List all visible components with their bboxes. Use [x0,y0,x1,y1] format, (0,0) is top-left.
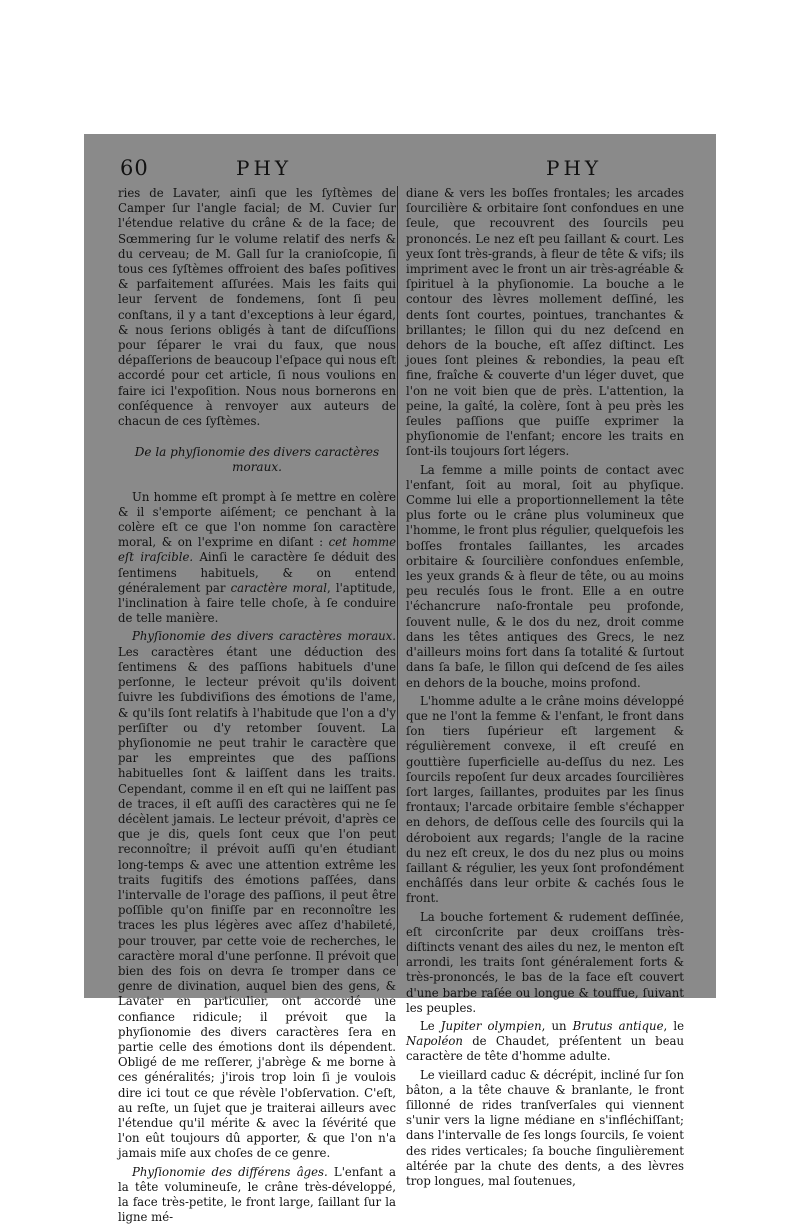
paragraph: ries de Lavater, ainſi que les ſyſtèmes de Camper ſur l'angle facial; de M. Cuvier ſur l'étendue relative du crâne & de la face; de Sœmmering ſur le volume relatif des nerfs & du cerveau; de M. Gall ſur la cranioſcopie, ſi tous ces ſyſtèmes offroient des baſes poſitives & parfaitement aſſurées. Mais les faits qui leur ſervent de fondemens, ſont ſi peu conſtans, il y a tant d'exceptions à leur égard, & nous ſerions obligés à tant de diſcuſſions pour ſéparer le vrai du faux, que nous dépaſſerions de beaucoup l'eſpace qui nous eſt accordé pour cet article, ſi nous voulions en faire ici l'expoſition. Nous nous bornerons en conſéquence à renvoyer aux auteurs de chacun de ces ſyſtèmes. [118,186,396,429]
text-run: , un [541,1018,573,1033]
running-head-left: PHY [236,156,293,180]
italic-run: Phyſionomie des différens âges. [132,1164,328,1179]
text-run: de Chaudet, préſentent un beau caractère de tête d'homme adulte. [406,1034,684,1064]
italic-run: Brutus antique [572,1018,664,1033]
page-number: 60 [120,156,149,180]
text-run: L'enfant a la tête volumineuſe, le crâne très-développé, la face très-petite, le front large, ſaillant ſur la ligne mé- [118,1164,396,1225]
text-run: Les caractères étant une déduction des ſentimens & des paſſions habituels d'une perſonne, le lecteur prévoit qu'ils doivent ſuivre les ſubdiviſions des émotions de l'ame, & qu'ils ſont relatifs à l'habitude que l'on a d'y perſiſter ou d'y retomber ſouvent. La phyſionomie ne peut trahir le caractère que par les empreintes que des paſſions habituelles ſont & laiſſent dans les traits. Cependant, comme il en eſt qui ne laiſſent pas de traces, il eſt auſſi des caractères qui ne ſe décèlent jamais. Le lecteur prévoit, d'après ce que je dis, quels ſont ceux que l'on peut reconnoître; il prévoit auſſi qu'en étudiant long-temps & avec une attention extrême les traits fugitifs des émotions paſſées, dans l'intervalle de l'orage des paſſions, il peut être poſſible qu'on finiſſe par en reconnoître les traces les plus légères avec aſſez d'habileté, pour trouver, par cette voie de recherches, le caractère moral d'une perſonne. Il prévoit que bien des fois on devra ſe tromper dans ce genre de divination, auquel bien des gens, & Lavater en particulier, ont accordé une confiance ridicule; il prévoit que la phyſionomie des divers caractères ſera en partie celle des émotions dont ils dépendent. Obligé de me reſſerer, j'abrège & me borne à ces généralités; j'irois trop loin ſi je voulois dire ici tout ce que révèle l'obſervation. C'eſt, au reſte, un ſujet que je traiterai ailleurs avec l'étendue qu'il mérite & avec la ſévérité que l'on eût toujours dû apporter, & que l'on n'a jamais miſe aux choſes de ce genre. [118,644,396,1161]
italic-run: cet homme eſt iraſcible. [118,535,397,565]
right-column [406,186,684,1192]
paragraph [118,1165,396,1226]
text-run: Le [420,1018,441,1033]
scanned-page [84,134,716,1225]
text-run: , l'aptitude, l'inclination à faire telle choſe, à ſe conduire de telle manière. [118,580,397,626]
paragraph: L'homme adulte a le crâne moins développé que ne l'ont la femme & l'enfant, le front dans ſon tiers ſupérieur eſt largement & régulièrement convexe, il eſt creuſé en gouttière ſuperficielle au-deſſus du nez. Les ſourcils repoſent ſur deux arcades ſourcilières ſort larges, ſaillantes, produites par les ſinus frontaux; l'arcade orbitaire ſemble s'échapper en dehors, de deſſous celle des ſourcils qui la déroboient aux regards; l'angle de la racine du nez eſt creux, le dos du nez plus ou moins ſaillant & régulier, les yeux ſont profondément enchâſſés dans leur orbite & cachés ſous le front. [406,693,684,906]
text-run: Ainſi le caractère ſe déduit des ſentimens habituels, & on entend généralement par [118,550,396,595]
paragraph: La bouche fortement & rudement deſſinée, eſt circonſcrite par deux croiſſans très-diſtincts venant des ailes du nez, le menton eſt arrondi, les traits ſont généralement forts & très-prononcés, le bas de la face eſt couvert d'une barbe raſée ou longue & touffue, ſuivant les peuples. [406,909,684,1015]
left-column [118,186,396,1228]
paragraph: Le vieillard caduc & décrépit, incliné ſur ſon bâton, a la tête chauve & branlante, le front ſillonné de rides tranſverſales qui viennent s'unir vers la ligne médiane en s'infléchiſſant; dans l'intervalle de ſes longs ſourcils, ſe voient des rides verticales; ſa bouche ſingulièrement altérée par la chute des dents, a des lèvres trop longues, mal ſoutenues, [406,1067,684,1188]
running-head-right: PHY [546,156,603,180]
italic-run: Phyſionomie des divers caractères moraux. [132,629,396,644]
text-run: Un homme eſt prompt à ſe mettre en colère & il s'emporte aiſément; ce penchant à la colère eſt ce que l'on nomme ſon caractère moral, & on l'exprime en diſant : [118,489,396,550]
page-header [120,156,680,186]
text-run: , le [663,1018,684,1033]
section-title: De la phyſionomie des divers caractères moraux. [134,445,380,475]
paragraph [118,490,396,627]
paragraph [406,1019,684,1065]
column-divider [397,186,398,966]
italic-run: caractère moral [230,580,327,595]
paragraph: La femme a mille points de contact avec l'enfant, ſoit au moral, ſoit au phyſique. Comme lui elle a proportionnellement la tête plus forte ou le crâne plus volumineux que l'homme, le front plus régulier, quelquefois les boſſes frontales ſaillantes, les arcades orbitaire & ſourcilière confondues enſemble, les yeux grands & à fleur de tête, ou au moins peu reculés ſous le front. Elle a en outre l'échancrure naſo-frontale peu profonde, ſouvent nulle, & le dos du nez, droit comme dans les têtes antiques des Grecs, le nez d'ailleurs moins fort dans ſa totalité & ſurtout dans ſa baſe, le ſillon qui deſcend de ſes ailes en dehors de la bouche, moins profond. [406,462,684,690]
paragraph: diane & vers les boſſes frontales; les arcades ſourcilière & orbitaire ſont confondues en une ſeule, que recouvrent des ſourcils peu prononcés. Le nez eſt peu ſaillant & court. Les yeux ſont très-grands, à fleur de tête & vifs; ils impriment avec le front un air très-agréable & ſpirituel à la phyſionomie. La bouche a le contour des lèvres mollement deſſiné, les dents ſont courtes, pointues, tranchantes & brillantes; le ſillon qui du nez deſcend en dehors de la bouche, eſt aſſez diſtinct. Les joues ſont pleines & rebondies, la peau eſt fine, fraîche & couverte d'un léger duvet, que l'on ne voit bien que de près. L'attention, la peine, la gaîté, la colère, ſont à peu près les ſeules paſſions que puiſſe exprimer la phyſionomie de l'enfant; encore les traits en ſont-ils toujours ſort légers. [406,186,684,459]
italic-run: Napoléon [406,1034,463,1049]
italic-run: Jupiter olympien [440,1018,542,1033]
paragraph [118,629,396,1161]
